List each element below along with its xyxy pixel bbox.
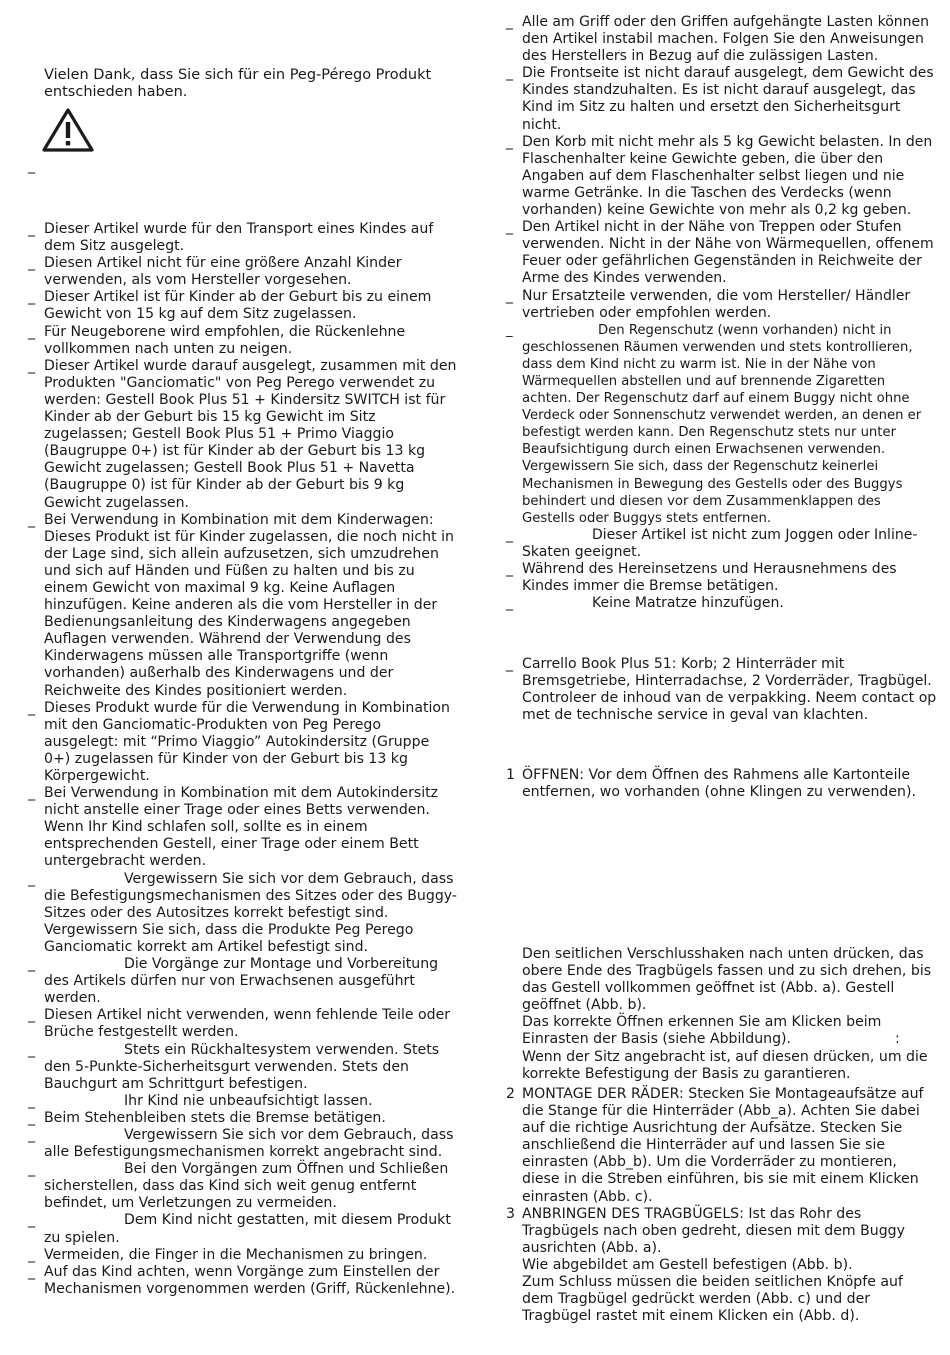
list-item: _ Für Neugeborene wird empfohlen, die Rückenlehne vollkommen nach unten zu neigen. (28, 324, 458, 358)
list-item-text: Dieser Artikel ist nicht zum Joggen oder Inline-Skaten geeignet. (522, 526, 918, 560)
safety-warnings-list-continued (506, 14, 936, 612)
contents-text: _ Carrello Book Plus 51: Korb; 2 Hinterräder mit Bremsgetriebe, Hinterradachse, 2 Vorderräder, Tragbügel. Controleer de inhoud van de verpakking. Neem contact op met de technische service in geval van klachten. (506, 656, 938, 724)
list-item (28, 956, 458, 1007)
list-item-text: Bei den Vorgängen zum Öffnen und Schließen sicherstellen, dass das Kind sich weit genug entfernt befindet, um Verletzungen zu vermeiden. (44, 1161, 449, 1212)
list-item: _ Bei Verwendung in Kombination mit dem Autokindersitz nicht anstelle einer Trage oder eines Betts verwenden. (28, 785, 458, 819)
step-text: Zum Schluss müssen die beiden seitlichen Knöpfe auf dem Tragbügel gedrückt werden (Abb. c) und der Tragbügel rastet mit einem Klicken ein (Abb. d). (522, 1274, 903, 1325)
list-item: _ Nur Ersatzteile verwenden, die vom Hersteller/ Händler vertrieben oder empfohlen werden. (506, 288, 936, 322)
assembly-steps (506, 1086, 938, 1325)
step-item (506, 1086, 938, 1206)
list-item-text: Keine Matratze hinzufügen. (592, 595, 784, 612)
step-item (506, 767, 938, 801)
intro-text: Vielen Dank, dass Sie sich für ein Peg-Pérego Produkt entschieden haben. (44, 67, 432, 100)
opening-colon: : (895, 1031, 900, 1048)
list-item-text: Ihr Kind nie unbeaufsichtigt lassen. (124, 1092, 373, 1109)
step-number: 3 (506, 1205, 515, 1222)
list-item: _ Auf das Kind achten, wenn Vorgänge zum Einstellen der Mechanismen vorgenommen werden (Griff, Rückenlehne). (28, 1264, 458, 1298)
list-item-text: Den Regenschutz (wenn vorhanden) nicht in geschlossenen Räumen verwenden und stets kontrollieren, dass dem Kind nicht zu warm ist. Nie in der Nähe von Wärmequellen abstellen und auf brennende Zigaretten achten. Der Regenschutz darf auf einem Buggy nicht ohne Verdeck oder Sonnenschutz verwendet werden, an denen er befestigt werden kann. Den Regenschutz stets nur unter Beaufsichtigung durch einen Erwachsenen verwenden. Vergewissern Sie sich, dass der Regenschutz keinerlei Mechanismen in Bewegung des Gestells oder des Buggys behindert und diesen vor dem Zusammenklappen des Gestells oder Buggys stets entfernen. (522, 322, 922, 526)
list-item (28, 1127, 458, 1161)
opening-description (522, 946, 938, 1083)
opening-paragraph: Wenn der Sitz angebracht ist, auf diesen drücken, um die korrekte Befestigung der Basis zu garantieren. (522, 1048, 928, 1082)
list-item: _ Dieser Artikel ist für Kinder ab der Geburt bis zu einem Gewicht von 15 kg auf dem Sitz zugelassen. (28, 289, 458, 323)
list-item (28, 1042, 458, 1093)
empty-bullet: _ (28, 158, 35, 174)
list-item-text: Vergewissern Sie sich vor dem Gebrauch, dass alle Befestigungsmechanismen korrekt angebracht sind. (44, 1126, 454, 1161)
list-item-text: Stets ein Rückhaltesystem verwenden. Stets den 5-Punkte-Sicherheitsgurt verwenden. Stets den Bauchgurt am Schrittgurt befestigen. (44, 1041, 440, 1092)
list-item: Wenn Ihr Kind schlafen soll, sollte es in einem entsprechenden Gestell, einer Trage oder einem Bett untergebracht werden. (44, 819, 419, 870)
safety-warnings-list (28, 221, 458, 1298)
opening-paragraph (522, 1014, 938, 1048)
list-item: _ Dieser Artikel wurde darauf ausgelegt, zusammen mit den Produkten "Ganciomatic" von Peg Perego verwendet zu werden: Gestell Book Plus 51 + Kindersitz SWITCH ist für Kinder ab der Geburt bis 15 kg Gewicht im Sitz zugelassen; Gestell Book Plus 51 + Primo Viaggio (Baugruppe 0+) ist für Kinder ab der Geburt bis 13 kg Gewicht zugelassen; Gestell Book Plus 51 + Navetta (Baugruppe 0) ist für Kinder ab der Geburt bis 9 kg Gewicht zugelassen. (28, 358, 458, 512)
list-item (28, 871, 458, 956)
list-item (28, 1161, 458, 1212)
list-item: _ Den Artikel nicht in der Nähe von Treppen oder Stufen verwenden. Nicht in der Nähe von Wärmequellen, offenem Feuer oder gefährlichen Gegenständen in Reichweite der Arme des Kindes verwenden. (506, 219, 936, 287)
list-item (506, 322, 936, 527)
step-opening (506, 767, 938, 801)
list-item (28, 1093, 458, 1110)
list-item: _ Diesen Artikel nicht für eine größere Anzahl Kinder verwenden, als vom Hersteller vorgesehen. (28, 255, 458, 289)
step-number: 2 (506, 1086, 515, 1102)
opening-text: Das korrekte Öffnen erkennen Sie am Klicken beim Einrasten der Basis (siehe Abbildung). (522, 1014, 882, 1048)
list-item: _ Während des Hereinsetzens und Herausnehmens des Kindes immer die Bremse betätigen. (506, 561, 936, 595)
opening-paragraph: Den seitlichen Verschlusshaken nach unten drücken, das obere Ende des Tragbügels fassen und zu sich drehen, bis das Gestell vollkommen geöffnet ist (Abb. a). Gestell geöffnet (Abb. b). (522, 946, 932, 1014)
list-item: _ Beim Stehenbleiben stets die Bremse betätigen. (28, 1110, 458, 1127)
step-text: MONTAGE DER RÄDER: Stecken Sie Montageaufsätze auf die Stange für die Hinterräder (Abb_a). Achten Sie dabei auf die richtige Ausrichtung der Aufsätze. Stecken Sie anschließend die Hinterräder auf und lassen Sie sie einrasten (Abb_b). Um die Vorderräder zu montieren, diese in die Streben einführen, bis sie mit einem Klicken einrasten (Abb. c). (522, 1086, 924, 1205)
step-text: ÖFFNEN: Vor dem Öffnen des Rahmens alle Kartonteile entfernen, wo vorhanden (ohne Klingen zu verwenden). (522, 767, 916, 801)
step-number: 1 (506, 767, 515, 783)
list-item: _ Vermeiden, die Finger in die Mechanismen zu bringen. (28, 1247, 458, 1264)
list-item-text: Die Vorgänge zur Montage und Vorbereitung des Artikels dürfen nur von Erwachsenen ausgeführt werden. (44, 956, 439, 1007)
list-item: _ Alle am Griff oder den Griffen aufgehängte Lasten können den Artikel instabil machen. Folgen Sie den Anweisungen des Herstellers in Bezug auf die zulässigen Lasten. (506, 14, 936, 65)
step-text: ANBRINGEN DES TRAGBÜGELS: Ist das Rohr des Tragbügels nach oben gedreht, diesen mit dem Buggy ausrichten (Abb. a). (522, 1205, 905, 1256)
step-text: Wie abgebildet am Gestell befestigen (Abb. b). (522, 1256, 853, 1273)
list-item: _ Den Korb mit nicht mehr als 5 kg Gewicht belasten. In den Flaschenhalter keine Gewichte geben, die über den Angaben auf dem Flaschenhalter selbst liegen und nie warme Getränke. In die Taschen des Verdecks (wenn vorhanden) keine Gewichte von mehr als 0,2 kg geben. (506, 134, 936, 219)
package-contents (506, 656, 938, 724)
list-item (28, 1212, 458, 1246)
list-item (506, 595, 936, 612)
list-item-text: Vergewissern Sie sich vor dem Gebrauch, dass die Befestigungsmechanismen des Sitzes oder des Buggy-Sitzes oder des Autositzes korrekt befestigt sind. Vergewissern Sie sich, dass die Produkte Peg Perego Ganciomatic korrekt am Artikel befestigt sind. (44, 870, 457, 955)
step-item (506, 1206, 938, 1326)
warning-triangle-icon (42, 108, 94, 152)
list-item: _ Dieser Artikel wurde für den Transport eines Kindes auf dem Sitz ausgelegt. (28, 221, 458, 255)
list-item: _ Diesen Artikel nicht verwenden, wenn fehlende Teile oder Brüche festgestellt werden. (28, 1007, 458, 1041)
list-item (506, 527, 936, 561)
list-item: _ Die Frontseite ist nicht darauf ausgelegt, dem Gewicht des Kindes standzuhalten. Es ist nicht darauf ausgelegt, das Kind im Sitz zu halten und ersetzt den Sicherheitsgurt nicht. (506, 65, 936, 133)
list-item-text: Dem Kind nicht gestatten, mit diesem Produkt zu spielen. (44, 1212, 451, 1246)
list-item: _ Bei Verwendung in Kombination mit dem Kinderwagen: Dieses Produkt ist für Kinder zugelassen, die noch nicht in der Lage sind, sich allein aufzusetzen, sich umzudrehen und sich auf Händen und Füßen zu halten und bis zu einem Gewicht von maximal 9 kg. Keine Auflagen hinzufügen. Keine anderen als die vom Hersteller in der Bedienungsanleitung des Kinderwagens angegeben Auflagen verwenden. Während der Verwendung des Kinderwagens müssen alle Transportgriffe (wenn vorhanden) außerhalb des Kinderwagens und der Reichweite des Kindes positioniert werden. (28, 512, 458, 700)
list-item: _ Dieses Produkt wurde für die Verwendung in Kombination mit den Ganciomatic-Produkten von Peg Perego ausgelegt: mit “Primo Viaggio” Autokindersitz (Gruppe 0+) zugelassen für Kinder von der Geburt bis 13 kg Körpergewicht. (28, 700, 458, 785)
